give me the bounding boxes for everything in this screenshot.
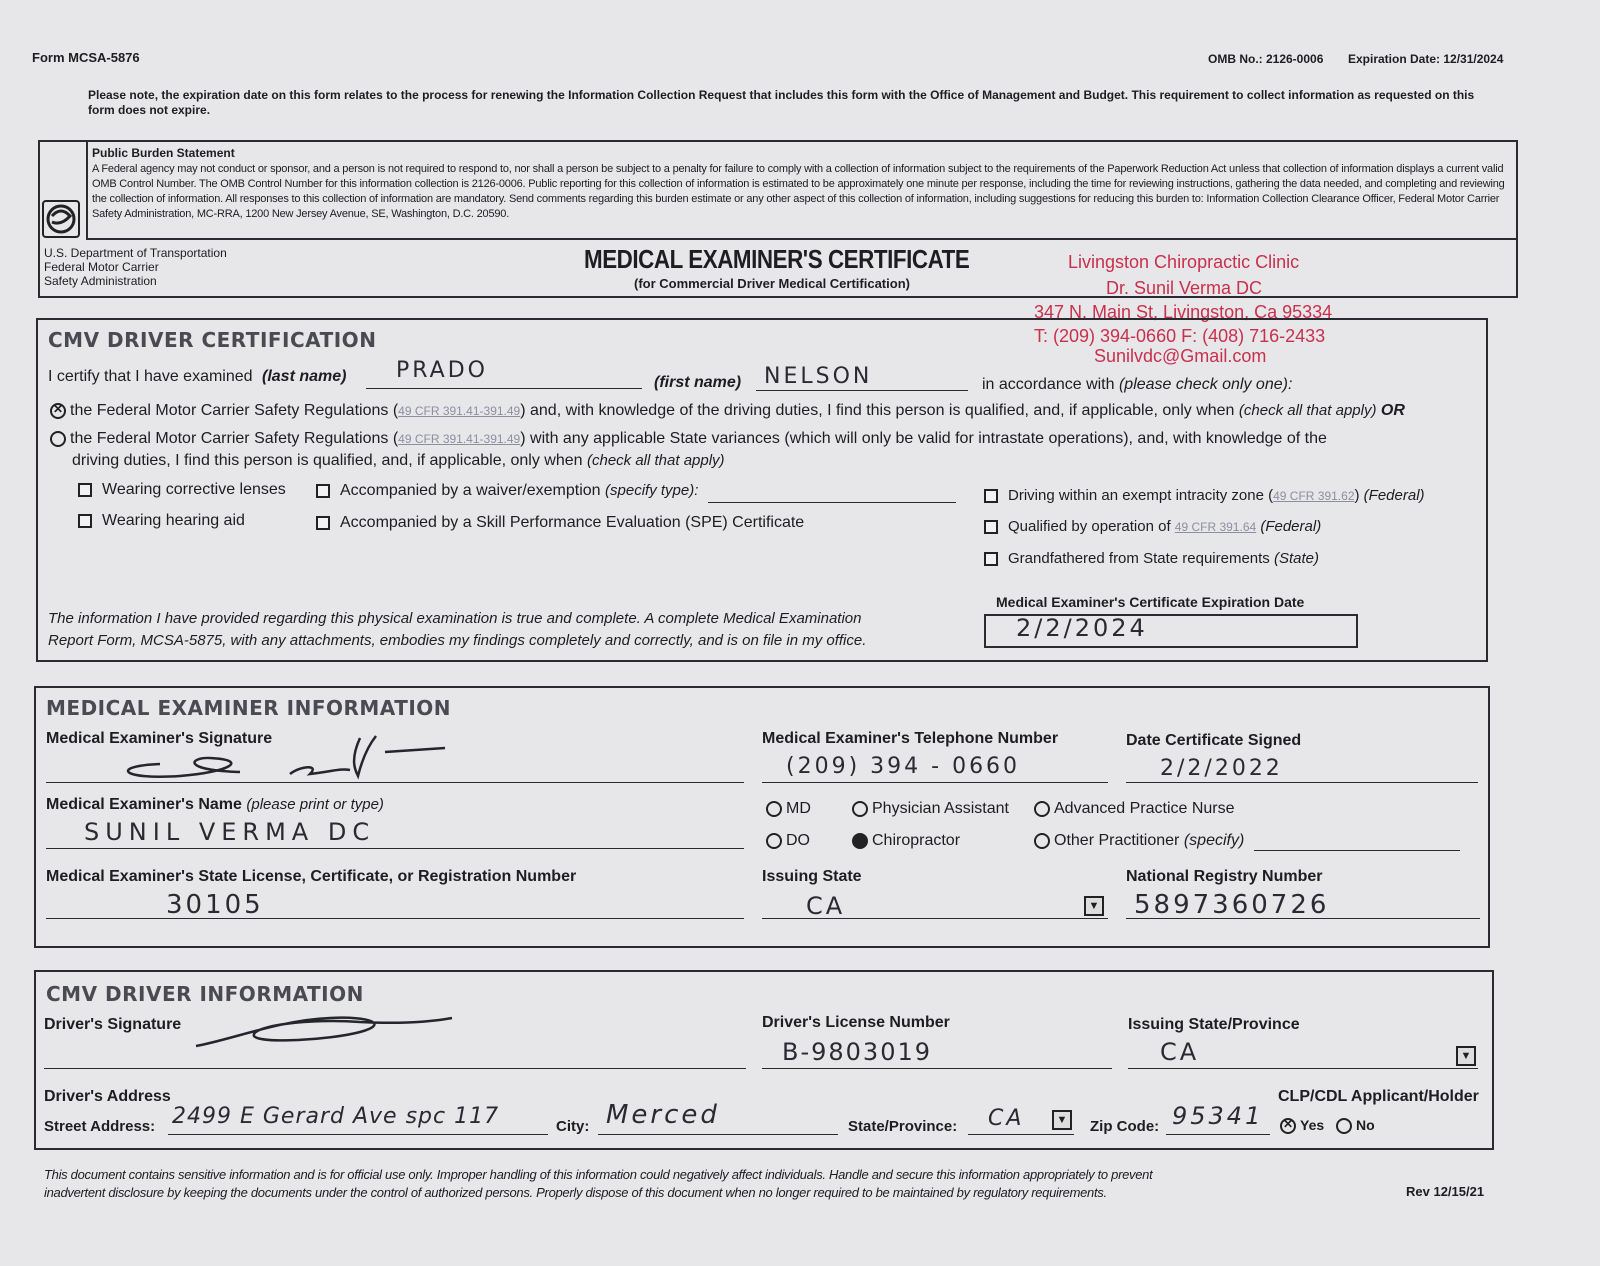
- first-name-label: (first name): [654, 374, 742, 391]
- chk-intracity[interactable]: Driving within an exempt intracity zone (49 CFR 391.62) (Federal): [984, 487, 1425, 504]
- issuing-state-field[interactable]: CA: [806, 892, 846, 920]
- city-field[interactable]: Merced: [606, 1100, 720, 1130]
- credential-md[interactable]: MD: [766, 800, 811, 818]
- city-label: City:: [556, 1118, 590, 1135]
- date-signed-label: Date Certificate Signed: [1126, 732, 1302, 749]
- form-subtitle: (for Commercial Driver Medical Certification): [634, 276, 910, 291]
- last-name-field[interactable]: PRADO: [396, 358, 488, 383]
- clinic-stamp-name: Livingston Chiropractic Clinic: [1068, 252, 1300, 272]
- examiner-phone-field[interactable]: (209) 394 - 0660: [786, 754, 1021, 779]
- footer-notice: This document contains sensitive information and is for official use only. Improper handling of this information could negatively affect individuals. Handle and secure this information appropriately to prevent inadvertent disclosure by keeping the documents under the control of authorized persons. Properly dispose of this document when no longer required to be maintained by regulatory requirements.: [44, 1167, 1153, 1200]
- clinic-stamp-doctor: Dr. Sunil Verma DC: [1106, 278, 1263, 298]
- street-label: Street Address:: [44, 1118, 156, 1135]
- burden-title: Public Burden Statement: [92, 146, 235, 160]
- driver-address-label: Driver's Address: [44, 1088, 171, 1105]
- chk-grandfathered[interactable]: Grandfathered from State requirements (State): [984, 550, 1319, 567]
- chk-qualified-operation[interactable]: Qualified by operation of 49 CFR 391.64 (Federal): [984, 518, 1321, 535]
- examiner-signature-label: Medical Examiner's Signature: [46, 730, 273, 747]
- driver-state-line: [1128, 1068, 1478, 1069]
- revision-number: Rev 12/15/21: [1406, 1184, 1485, 1199]
- registry-field[interactable]: 5897360726: [1134, 890, 1330, 920]
- chk-corrective-lenses[interactable]: Wearing corrective lenses: [78, 481, 286, 499]
- examiner-signature-image[interactable]: [100, 730, 460, 786]
- state-province-label: State/Province:: [848, 1118, 958, 1135]
- first-name-line: [756, 390, 968, 391]
- form-number: Form MCSA-5876: [32, 50, 140, 65]
- examiner-phone-label: Medical Examiner's Telephone Number: [762, 730, 1059, 747]
- examiner-phone-line: [762, 782, 1108, 783]
- examiner-name-field[interactable]: SUNIL VERMA DC: [84, 818, 376, 846]
- driver-state-field[interactable]: CA: [1160, 1038, 1200, 1066]
- certification-heading: CMV DRIVER CERTIFICATION: [48, 328, 377, 352]
- omb-number: OMB No.: 2126-0006: [1208, 52, 1324, 66]
- date-signed-line: [1126, 782, 1478, 783]
- examiner-license-label: Medical Examiner's State License, Certificate, or Registration Number: [46, 868, 577, 885]
- state-province-line: [968, 1134, 1074, 1135]
- agency-name: U.S. Department of Transportation Federal Motor Carrier Safety Administration: [44, 246, 227, 288]
- examiner-license-line: [46, 918, 744, 919]
- chk-spe[interactable]: Accompanied by a Skill Performance Evaluation (SPE) Certificate: [316, 514, 804, 532]
- option-federal-radio[interactable]: [50, 403, 66, 419]
- credential-apn[interactable]: Advanced Practice Nurse: [1034, 800, 1235, 818]
- expiration-notice: Expiration Date: 12/31/2024: [1348, 52, 1504, 66]
- certify-label: I certify that I have examined: [48, 368, 253, 385]
- first-name-field[interactable]: NELSON: [764, 364, 873, 389]
- driver-license-label: Driver's License Number: [762, 1014, 950, 1031]
- certification-statement: The information I have provided regarding this physical examination is true and complete. A complete Medical Examination Report Form, MCSA-5875, with any attachments, embodies my findings completely and correctly, and is on file in my office.: [48, 610, 867, 649]
- zip-label: Zip Code:: [1090, 1118, 1160, 1135]
- accordance-text: in accordance with (please check only one):: [982, 376, 1293, 393]
- dot-logo-icon: [42, 200, 80, 238]
- last-name-label: (last name): [262, 368, 347, 385]
- issuing-state-dropdown-icon[interactable]: ▼: [1084, 896, 1104, 916]
- clinic-stamp-phone: T: (209) 394-0660 F: (408) 716-2433: [1034, 326, 1326, 346]
- zip-line: [1166, 1134, 1270, 1135]
- clp-no[interactable]: No: [1336, 1117, 1375, 1134]
- credential-pa[interactable]: Physician Assistant: [852, 800, 1009, 818]
- form-title: MEDICAL EXAMINER'S CERTIFICATE: [584, 244, 970, 274]
- expiration-date-field[interactable]: 2/2/2024: [1016, 614, 1148, 642]
- driver-state-label: Issuing State/Province: [1128, 1016, 1300, 1033]
- option-state-radio[interactable]: [50, 431, 66, 447]
- driver-license-field[interactable]: B-9803019: [782, 1038, 933, 1066]
- issuing-state-label: Issuing State: [762, 868, 862, 885]
- waiver-type-field[interactable]: [708, 502, 956, 503]
- credential-chiropractor[interactable]: Chiropractor: [852, 832, 960, 850]
- burden-text: A Federal agency may not conduct or sponsor, and a person is not required to respond to, nor shall a person be subject to a penalty for failure to comply with a collection of information subject to the requirements of the Paperwork Reduction Act unless that collection of information displays a current valid OMB Control Number. The OMB Control Number for this information collection is 2126-0006. Public reporting for this collection of information is estimated to be approximately one minute per response, including the time for reviewing instructions, gathering the data needed, and completing and reviewing the collection of information. All responses to this collection of information are mandatory. Send comments regarding this burden estimate or any other aspect of this collection of information, including suggestions for reducing this burden to: Information Collection Clearance Officer, Federal Motor Carrier Safety Administration, MC-RRA, 1200 New Jersey Avenue, SE, Washington, D.C. 20590.: [92, 163, 1505, 220]
- driver-signature-image[interactable]: [190, 1010, 460, 1056]
- examiner-license-field[interactable]: 30105: [166, 890, 264, 920]
- driver-signature-line: [44, 1068, 746, 1069]
- driver-heading: CMV DRIVER INFORMATION: [46, 982, 364, 1006]
- expiration-date-label: Medical Examiner's Certificate Expiration Date: [996, 594, 1305, 610]
- state-province-field[interactable]: CA: [988, 1106, 1025, 1131]
- city-line: [598, 1134, 838, 1135]
- street-line: [168, 1134, 548, 1135]
- clp-cdl-label: CLP/CDL Applicant/Holder: [1278, 1088, 1479, 1105]
- credential-other-field[interactable]: [1254, 850, 1460, 851]
- credential-do[interactable]: DO: [766, 832, 810, 850]
- street-field[interactable]: 2499 E Gerard Ave spc 117: [172, 1104, 500, 1129]
- date-signed-field[interactable]: 2/2/2022: [1160, 756, 1283, 781]
- examiner-heading: MEDICAL EXAMINER INFORMATION: [46, 696, 452, 720]
- zip-field[interactable]: 95341: [1172, 1102, 1264, 1130]
- chk-hearing-aid[interactable]: Wearing hearing aid: [78, 512, 245, 530]
- driver-license-line: [762, 1068, 1112, 1069]
- last-name-line: [366, 388, 642, 389]
- examiner-name-label: Medical Examiner's Name (please print or type): [46, 796, 384, 813]
- registry-label: National Registry Number: [1126, 868, 1323, 885]
- expiration-note: Please note, the expiration date on this form relates to the process for renewing the Information Collection Request that includes this form with the Office of Management and Budget. This requirement to collect information as requested on this form does not expire.: [88, 88, 1475, 117]
- driver-signature-label: Driver's Signature: [44, 1016, 182, 1033]
- option-federal: ✕the Federal Motor Carrier Safety Regulations (49 CFR 391.41-391.49) and, with knowledge of the driving duties, I find this person is qualified, and, if applicable, only when (check all that apply) OR: [50, 402, 1405, 420]
- chk-waiver[interactable]: Accompanied by a waiver/exemption (specify type):: [316, 482, 698, 500]
- option-state-variances: the Federal Motor Carrier Safety Regulations (49 CFR 391.41-391.49) with any applicable State variances (which will only be valid for intrastate operations), and, with knowledge of the: [50, 430, 1327, 448]
- driver-state-dropdown-icon[interactable]: ▼: [1456, 1046, 1476, 1066]
- clp-yes[interactable]: ✕ Yes: [1280, 1117, 1324, 1134]
- credential-other[interactable]: Other Practitioner (specify): [1034, 832, 1244, 850]
- clinic-stamp-email: Sunilvdc@Gmail.com: [1094, 346, 1267, 366]
- clinic-stamp-address: 347 N. Main St, Livingston, Ca 95334: [1034, 302, 1333, 322]
- state-province-dropdown-icon[interactable]: ▼: [1052, 1110, 1072, 1130]
- examiner-name-line: [46, 848, 744, 849]
- option-state-cont: driving duties, I find this person is qualified, and, if applicable, only when (check all that apply): [72, 452, 725, 469]
